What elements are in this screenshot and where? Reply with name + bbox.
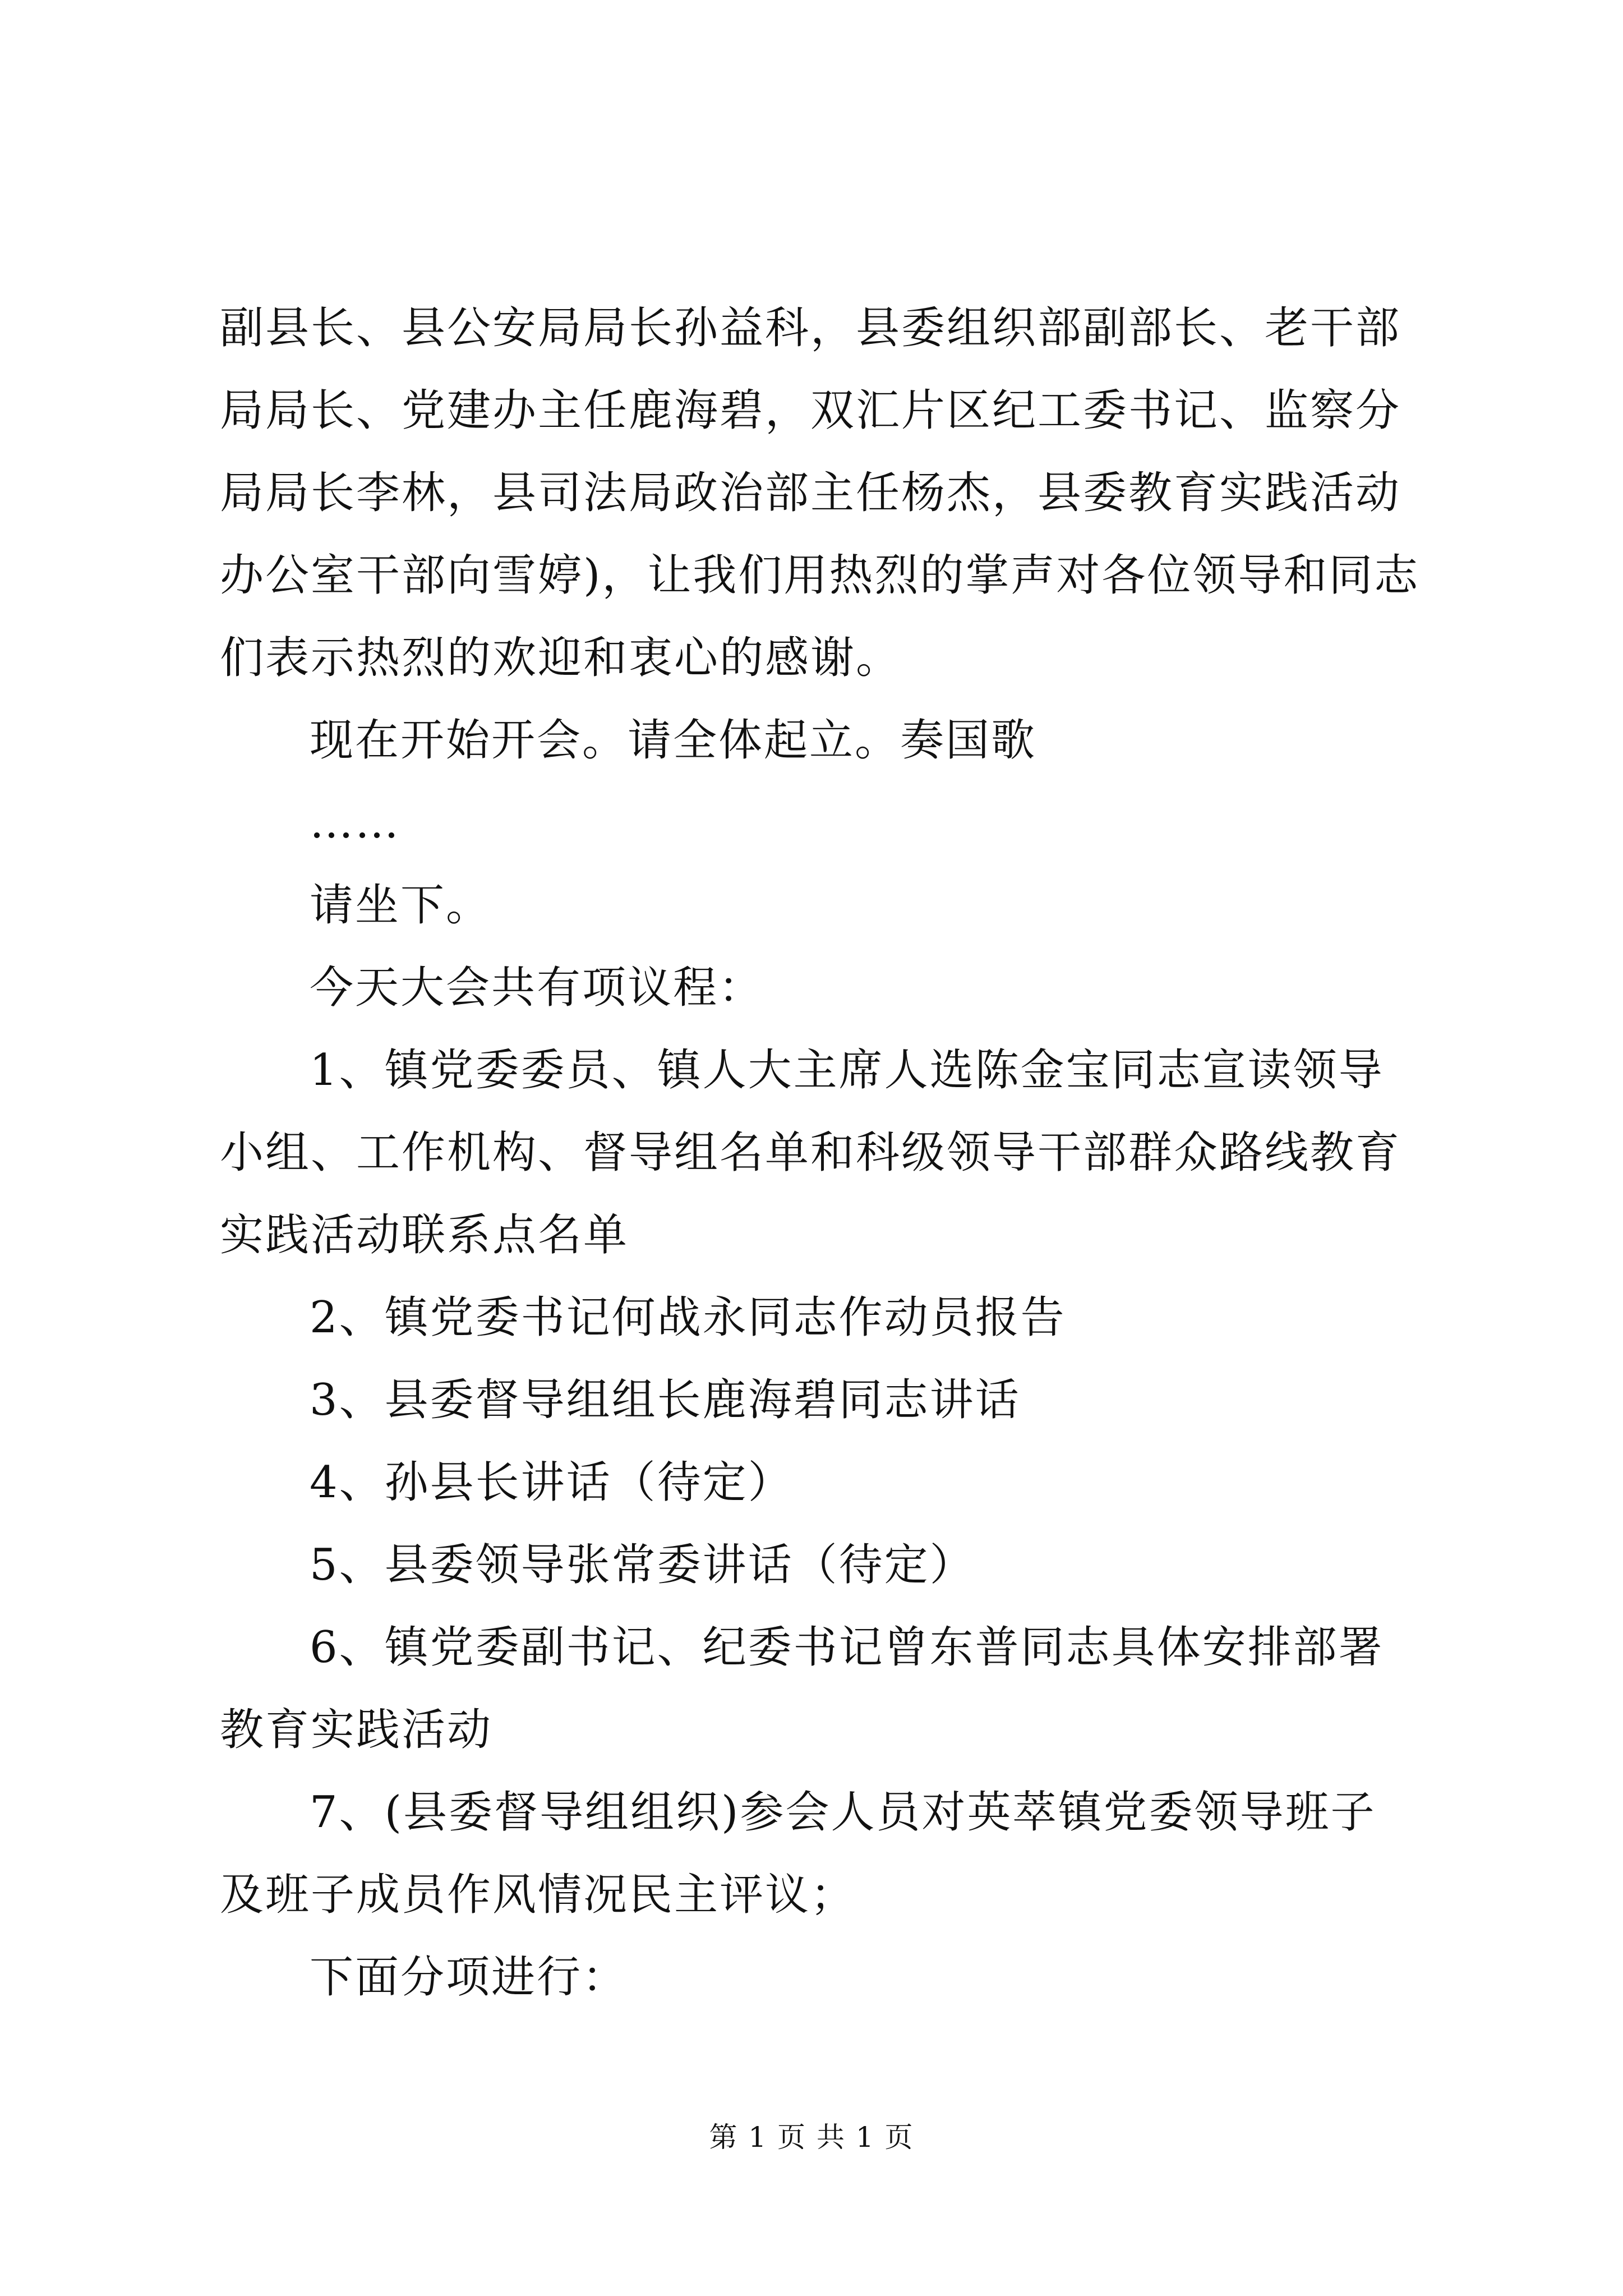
- paragraph-meeting-start: 现在开始开会。请全体起立。奏国歌: [310, 715, 1037, 766]
- paragraph-attendees: 副县长、县公安局局长孙益科，县委组织部副部长、老干部局局长、党建办主任鹿海碧，双汇片区纪工委书记、监察分局局长李林，县司法局政治部主任杨杰，县委教育实践活动办公室干部向雪婷)，让我们用热烈的掌声对各位领导和同志们表示热烈的欢迎和衷心的感谢。: [220, 303, 1420, 683]
- paragraph-proceed: 下面分项进行：: [310, 1952, 628, 2003]
- agenda-item-6: 6、镇党委副书记、纪委书记曾东普同志具体安排部署教育实践活动: [220, 1622, 1384, 1755]
- agenda-item-2: 2、镇党委书记何战永同志作动员报告: [310, 1292, 1066, 1343]
- agenda-item-1: 1、镇党委委员、镇人大主席人选陈金宝同志宣读领导小组、工作机构、督导组名单和科级领导干部群众路线教育实践活动联系点名单: [220, 1045, 1401, 1260]
- agenda-item-5: 5、县委领导张常委讲话（待定）: [310, 1540, 975, 1590]
- agenda-item-4: 4、孙县长讲话（待定）: [310, 1457, 794, 1508]
- paragraph-ellipsis: ……: [310, 798, 400, 848]
- document-body: [220, 287, 1420, 2019]
- paragraph-agenda-intro: 今天大会共有项议程：: [310, 963, 764, 1013]
- page-number-footer: 第 1 页 共 1 页: [709, 2121, 914, 2154]
- agenda-item-7: 7、(县委督导组组织)参会人员对英萃镇党委领导班子及班子成员作风情况民主评议；: [220, 1787, 1376, 1920]
- agenda-item-3: 3、县委督导组组长鹿海碧同志讲话: [310, 1375, 1021, 1425]
- paragraph-be-seated: 请坐下。: [310, 880, 492, 931]
